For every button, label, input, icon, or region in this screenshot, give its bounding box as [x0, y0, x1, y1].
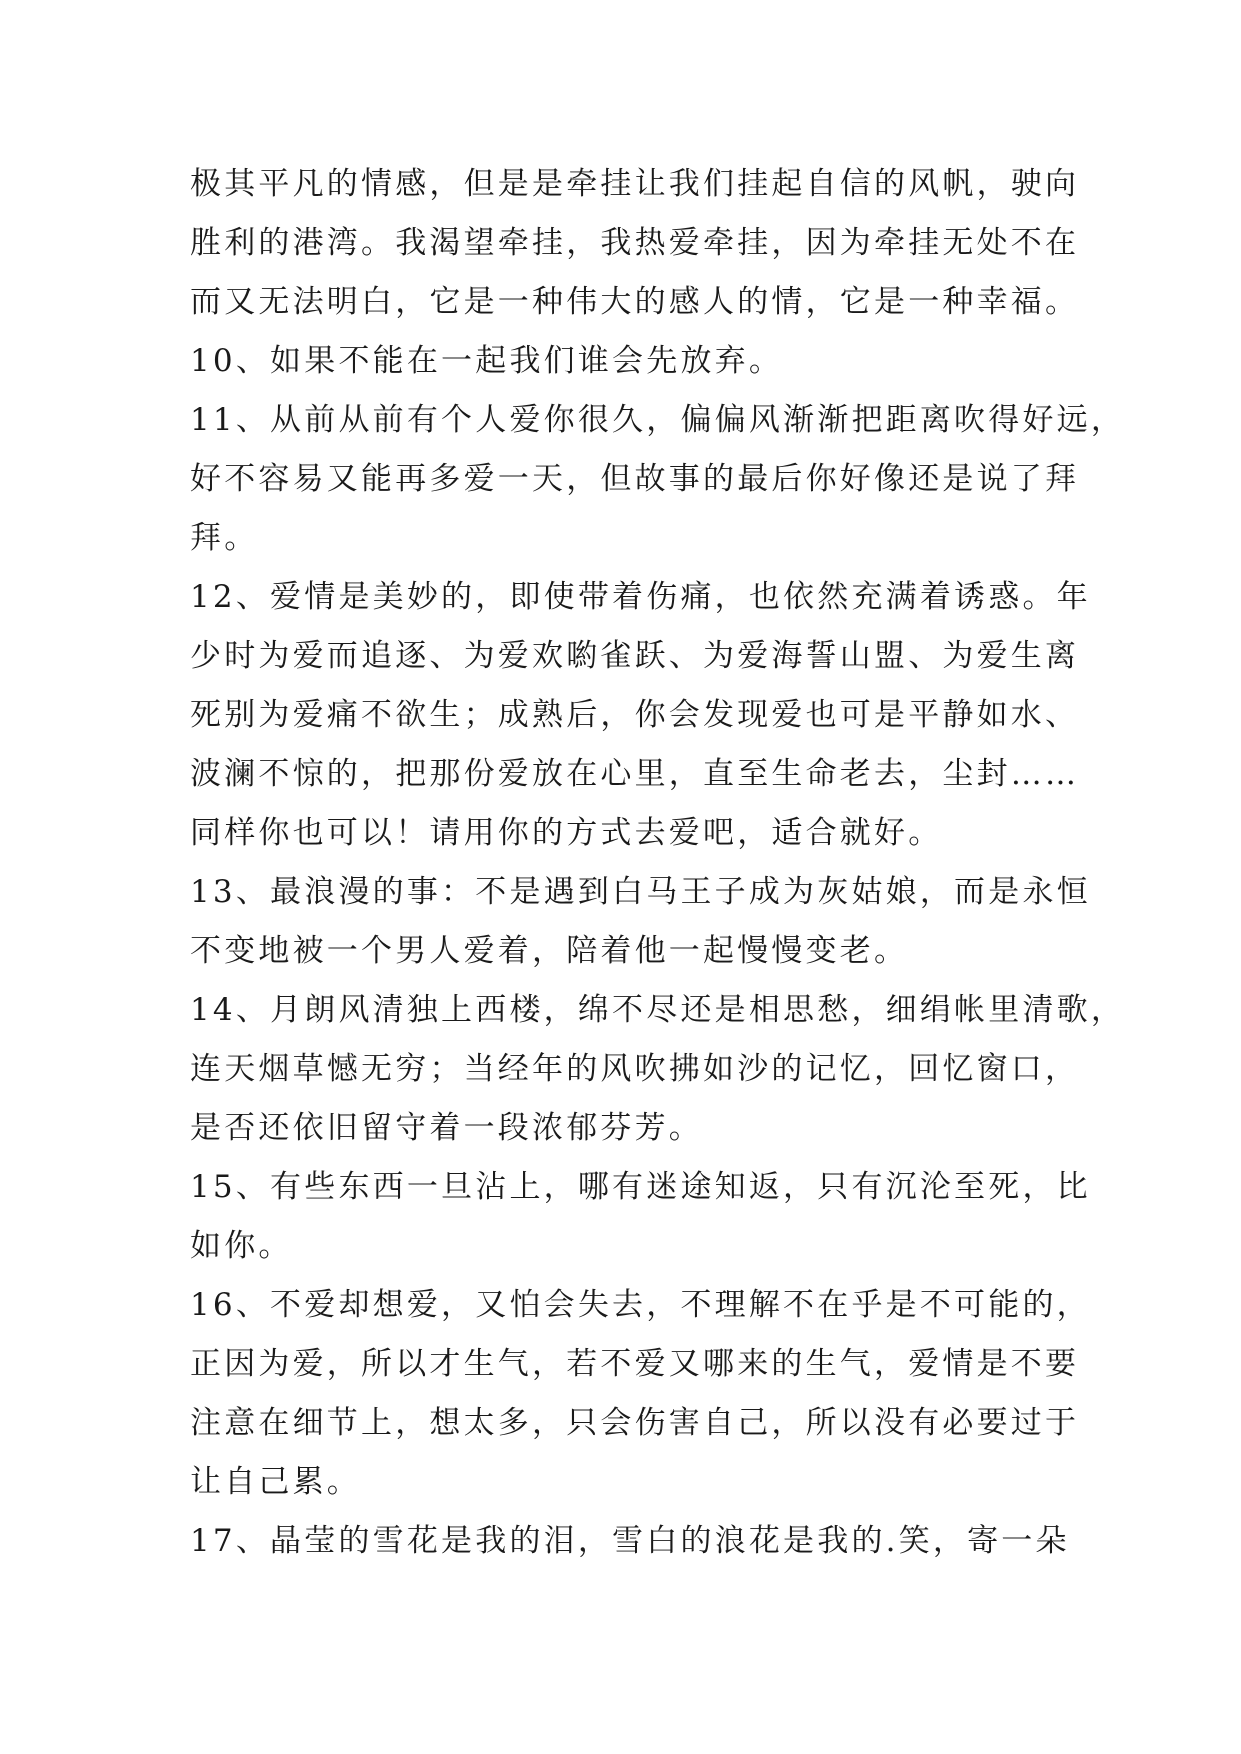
text-line: 死别为爱痛不欲生；成熟后，你会发现爱也可是平静如水、 [190, 697, 1080, 733]
text-line: 少时为爱而追逐、为爱欢喲雀跃、为爱海誓山盟、为爱生离 [190, 638, 1080, 674]
text-line: 极其平凡的情感，但是是牵挂让我们挂起自信的风帆，驶向 [190, 166, 1080, 202]
text-line: 连天烟草憾无穷；当经年的风吹拂如沙的记忆，回忆窗口， [190, 1051, 1080, 1087]
text-line: 10、如果不能在一起我们谁会先放弃。 [190, 343, 784, 379]
text-line: 正因为爱，所以才生气，若不爱又哪来的生气，爱情是不要 [190, 1346, 1080, 1382]
text-line: 13、最浪漫的事：不是遇到白马王子成为灰姑娘，而是永恒 [190, 874, 1091, 910]
text-line: 注意在细节上，想太多，只会伤害自己，所以没有必要过于 [190, 1405, 1080, 1441]
text-line: 15、有些东西一旦沾上，哪有迷途知返，只有沉沦至死，比 [190, 1169, 1091, 1205]
text-line: 波澜不惊的，把那份爱放在心里，直至生命老去，尘封…… [190, 756, 1080, 792]
body-text [190, 155, 1126, 1571]
text-line: 胜利的港湾。我渴望牵挂，我热爱牵挂，因为牵挂无处不在 [190, 225, 1080, 261]
text-line: 同样你也可以！请用你的方式去爱吧，适合就好。 [190, 815, 943, 851]
text-line: 好不容易又能再多爱一天，但故事的最后你好像还是说了拜 [190, 461, 1080, 497]
text-line: 16、不爱却想爱，又怕会失去，不理解不在乎是不可能的， [190, 1287, 1091, 1323]
text-line: 11、从前从前有个人爱你很久，偏偏风渐渐把距离吹得好远， [190, 402, 1126, 438]
text-line: 让自己累。 [190, 1464, 361, 1500]
text-line: 17、晶莹的雪花是我的泪，雪白的浪花是我的.笑，寄一朵 [190, 1523, 1070, 1559]
text-line: 14、月朗风清独上西楼，绵不尽还是相思愁，细绢帐里清歌， [190, 992, 1126, 1028]
text-line: 不变地被一个男人爱着，陪着他一起慢慢变老。 [190, 933, 909, 969]
text-line: 如你。 [190, 1228, 293, 1264]
text-line: 拜。 [190, 520, 259, 556]
text-line: 是否还依旧留守着一段浓郁芬芳。 [190, 1110, 703, 1146]
text-line: 而又无法明白，它是一种伟大的感人的情，它是一种幸福。 [190, 284, 1080, 320]
text-line: 12、爱情是美妙的，即使带着伤痛，也依然充满着诱惑。年 [190, 579, 1091, 615]
